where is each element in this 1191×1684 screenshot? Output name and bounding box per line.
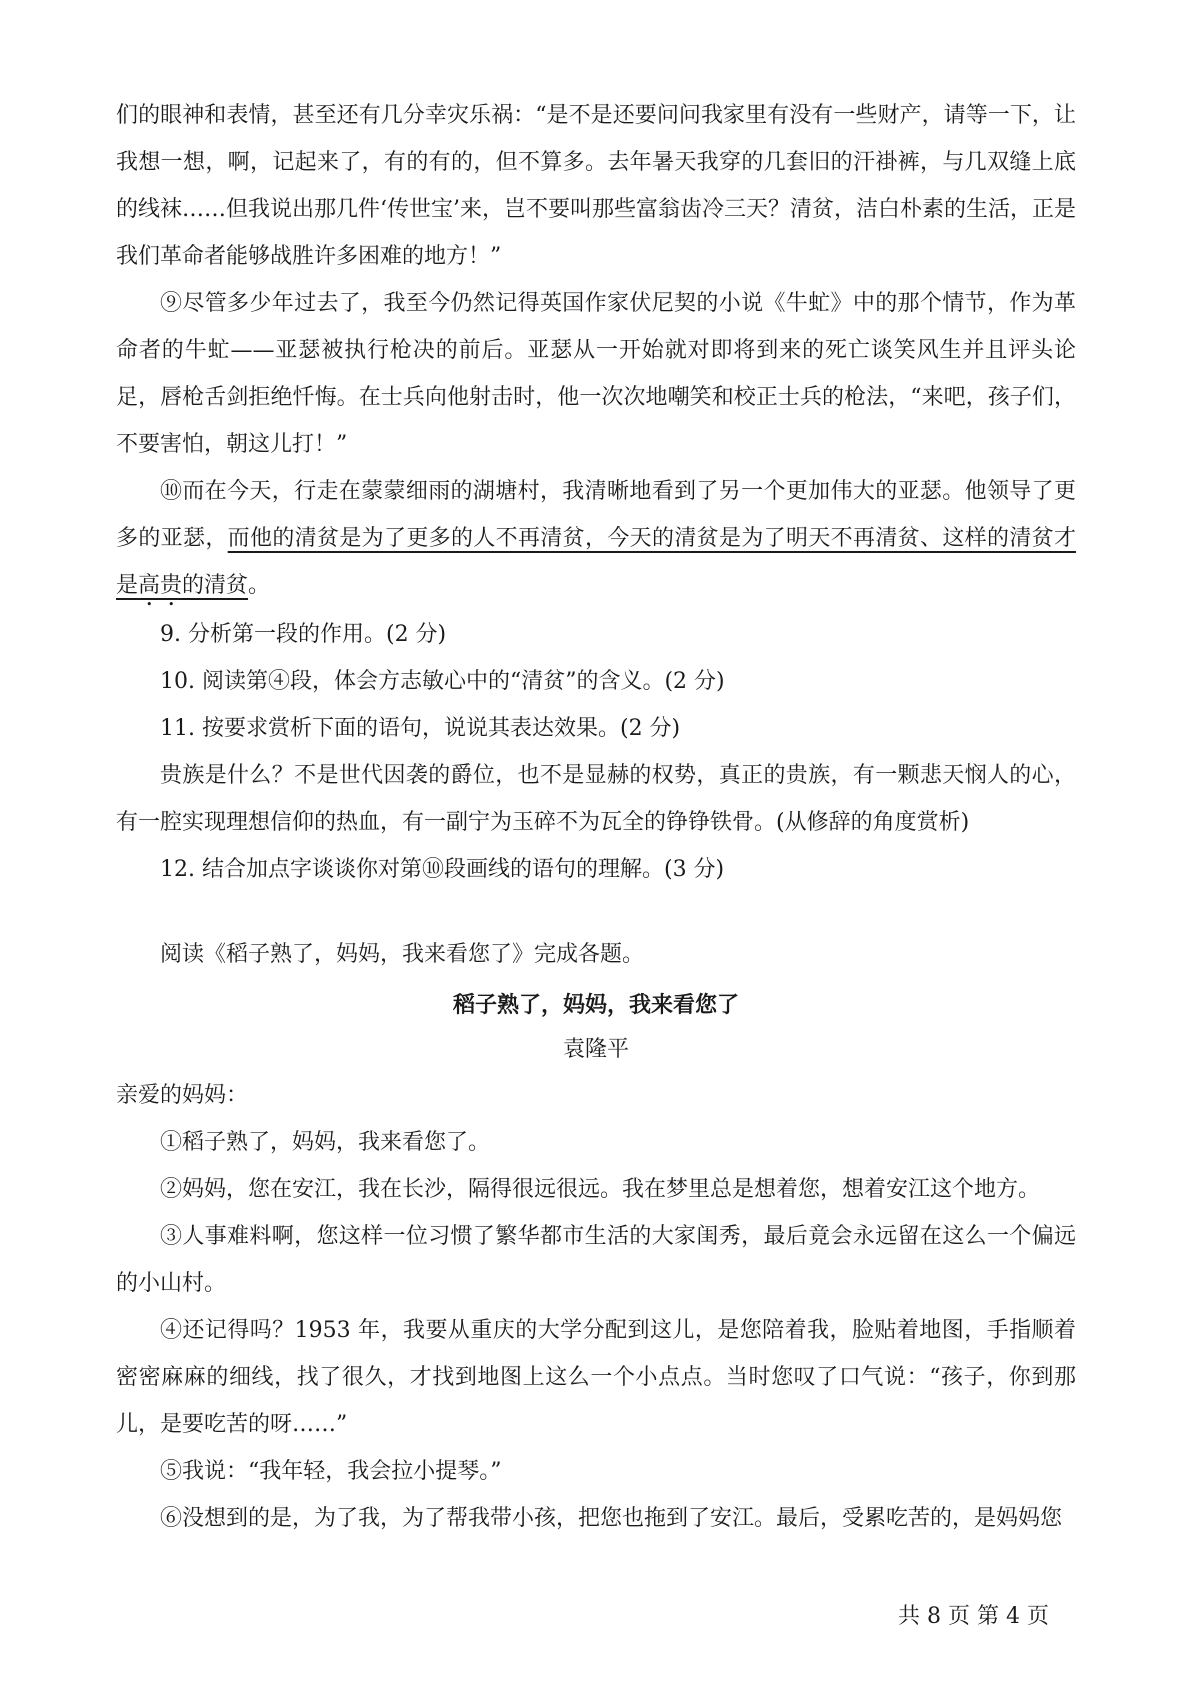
paragraph-9: ⑨尽管多少年过去了，我至今仍然记得英国作家伏尼契的小说《牛虻》中的那个情节，作为革命者的牛虻——亚瑟被执行枪决的前后。亚瑟从一开始就对即将到来的死亡谈笑风生并且评头论足，唇枪舌剑拒绝忏悔。在士兵向他射击时，他一次次地嘲笑和校正士兵的枪法，“来吧，孩子们，不要害怕，朝这儿打！” (116, 291, 1076, 457)
letter-paragraph-3: ③人事难料啊，您这样一位习惯了繁华都市生活的大家闺秀，最后竟会永远留在这么一个偏远的小山村。 (116, 1224, 1076, 1296)
dotted-emphasis-word: 高贵 (138, 573, 183, 598)
section-gap (116, 893, 1076, 931)
letter-salutation: 亲爱的妈妈： (116, 1083, 249, 1108)
paragraph-10: ⑩而在今天，行走在蒙蒙细雨的湖塘村，我清晰地看到了另一个更加伟大的亚瑟。他领导了更多的亚瑟，而他的清贫是为了更多的人不再清贫，今天的清贫是为了明天不再清贫、这样的清贫才是高贵的清贫。 (116, 479, 1076, 598)
letter-paragraph-1: ①稻子熟了，妈妈，我来看您了。 (160, 1130, 491, 1155)
letter-paragraph-5: ⑤我说：“我年轻，我会拉小提琴。” (160, 1459, 502, 1484)
reading-instruction: 阅读《稻子熟了，妈妈，我来看您了》完成各题。 (160, 942, 645, 967)
question-12: 12. 结合加点字谈谈你对第⑩段画线的语句的理解。(3 分) (160, 857, 725, 882)
article-author: 袁隆平 (562, 1037, 629, 1062)
paragraph-10-lead: ⑩而在今天，行走在蒙蒙细雨的湖塘村，我清晰地看到了另一个更加伟大的亚瑟。他领导了更多的亚瑟， (116, 479, 1076, 551)
letter-paragraph-2: ②妈妈，您在安江，我在长沙，隔得很远很远。我在梦里总是想着您，想着安江这个地方。 (160, 1177, 1041, 1202)
question-10: 10. 阅读第④段，体会方志敏心中的“清贫”的含义。(2 分) (160, 669, 725, 694)
question-11: 11. 按要求赏析下面的语句，说说其表达效果。(2 分) (160, 716, 681, 741)
page-number: 共 8 页 第 4 页 (898, 1604, 1049, 1629)
page-content (116, 92, 1076, 1542)
letter-paragraph-6: ⑥没想到的是，为了我，为了帮我带小孩，把您也拖到了安江。最后，受累吃苦的，是妈妈您 (160, 1506, 1063, 1531)
question-11-quote: 贵族是什么？不是世代因袭的爵位，也不是显赫的权势，真正的贵族，有一颗悲天悯人的心，有一腔实现理想信仰的热血，有一副宁为玉碎不为瓦全的铮铮铁骨。(从修辞的角度赏析) (116, 763, 1076, 835)
letter-paragraph-4: ④还记得吗？1953 年，我要从重庆的大学分配到这儿，是您陪着我，脸贴着地图，手指顺着密密麻麻的细线，找了很久，才找到地图上这么一个小点点。当时您叹了口气说：“孩子，你到那儿，是要吃苦的呀……” (116, 1318, 1076, 1437)
question-9: 9. 分析第一段的作用。(2 分) (160, 622, 447, 647)
paragraph-8-continued: 们的眼神和表情，甚至还有几分幸灾乐祸：“是不是还要问问我家里有没有一些财产，请等一下，让我想一想，啊，记起来了，有的有的，但不算多。去年暑天我穿的几套旧的汗褂裤，与几双缝上底的线袜……但我说出那几件‘传世宝’来，岂不要叫那些富翁齿冷三天？清贫，洁白朴素的生活，正是我们革命者能够战胜许多困难的地方！” (116, 103, 1076, 269)
underlined-sentence: 而他的清贫是为了更多的人不再清贫，今天的清贫是为了明天不再清贫、这样的清贫才是高贵的清贫 (116, 526, 1076, 598)
article-title: 稻子熟了，妈妈，我来看您了 (452, 993, 739, 1018)
